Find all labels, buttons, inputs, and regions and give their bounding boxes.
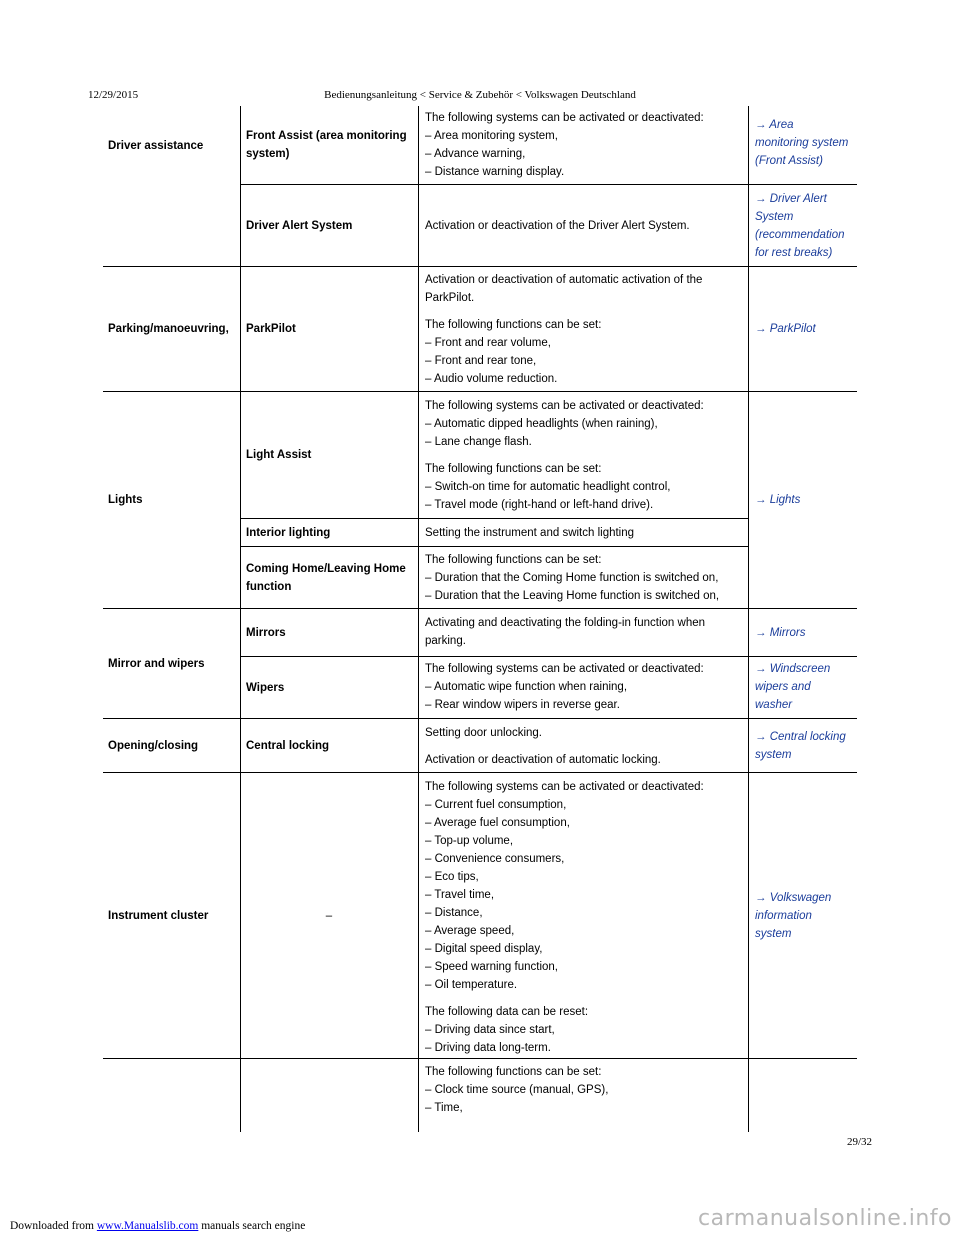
column-divider	[418, 106, 419, 1132]
link-mirrors[interactable]: → Mirrors	[755, 626, 806, 639]
function-instrument-cluster: –	[325, 909, 333, 922]
ref-line: → Windscreen	[755, 663, 831, 675]
function-wipers: Wipers	[246, 681, 285, 694]
desc-line: The following functions can be set:	[425, 554, 602, 566]
desc-line: – Rear window wipers in reverse gear.	[425, 699, 620, 711]
desc-line: – Digital speed display,	[425, 943, 543, 955]
desc-line: – Duration that the Coming Home function is switched on,	[425, 572, 719, 584]
ref-line: monitoring system	[755, 137, 849, 149]
function-front-assist: Front Assist (area monitoring system)	[246, 130, 407, 160]
desc-line: – Travel time,	[425, 889, 495, 901]
category-mirror-wipers: Mirror and wipers	[108, 657, 205, 670]
ref-line: System	[755, 211, 794, 223]
desc-line: – Advance warning,	[425, 148, 526, 160]
desc-line: The following systems can be activated or deactivated:	[425, 112, 704, 124]
ref-line: (recommendation	[755, 229, 845, 241]
print-title: Bedienungsanleitung < Service & Zubehör < Volkswagen Deutschland	[324, 89, 636, 101]
desc-line: – Average fuel consumption,	[425, 817, 570, 829]
desc-line: – Driving data since start,	[425, 1024, 555, 1036]
page-number: 29/32	[846, 1136, 872, 1148]
ref-line: system	[755, 748, 792, 761]
link-driver-alert[interactable]	[755, 190, 855, 262]
description-clock-settings	[425, 1063, 745, 1117]
description-coming-home	[425, 551, 745, 605]
desc-line: – Front and rear tone,	[425, 355, 537, 367]
desc-line: – Eco tips,	[425, 871, 479, 883]
desc-line: – Area monitoring system,	[425, 130, 558, 142]
link-area-monitoring[interactable]	[755, 116, 855, 170]
desc-line: ParkPilot.	[425, 292, 475, 304]
ref-line: (Front Assist)	[755, 155, 823, 167]
desc-line: – Front and rear volume,	[425, 337, 551, 349]
desc-line: – Distance,	[425, 907, 483, 919]
link-parkpilot[interactable]: → ParkPilot	[755, 323, 816, 335]
ref-line: → Central locking	[755, 730, 846, 743]
footer-prefix: Downloaded from	[10, 1220, 97, 1232]
desc-line: – Audio volume reduction.	[425, 373, 558, 385]
desc-line: The following systems can be activated or deactivated:	[425, 781, 704, 793]
desc-line: – Distance warning display.	[425, 166, 565, 178]
function-central-locking: Central locking	[246, 739, 330, 752]
desc-line: The following functions can be set:	[425, 319, 602, 331]
function-light-assist: Light Assist	[246, 449, 312, 461]
category-driver-assistance: Driver assistance	[108, 140, 204, 152]
ref-line: washer	[755, 699, 793, 711]
ref-line: → Area	[755, 119, 794, 131]
category-instrument-cluster: Instrument cluster	[108, 909, 209, 922]
download-footer	[10, 1220, 305, 1232]
desc-line: The following systems can be activated or deactivated:	[425, 663, 704, 675]
function-interior-lighting: Interior lighting	[246, 526, 331, 539]
category-opening-closing: Opening/closing	[108, 739, 199, 752]
description-mirrors	[425, 614, 745, 650]
description-wipers	[425, 660, 745, 714]
desc-line: – Driving data long-term.	[425, 1042, 551, 1054]
desc-line: The following systems can be activated or deactivated:	[425, 400, 704, 412]
ref-line: for rest breaks)	[755, 247, 833, 259]
ref-line: system	[755, 927, 792, 940]
link-lights[interactable]: → Lights	[755, 494, 801, 506]
function-mirrors: Mirrors	[246, 626, 286, 639]
link-central-locking[interactable]	[755, 719, 855, 772]
desc-line: parking.	[425, 635, 466, 647]
ref-line: → Driver Alert	[755, 193, 827, 205]
link-volkswagen-information[interactable]	[755, 773, 855, 1058]
description-driver-alert: Activation or deactivation of the Driver Alert System.	[425, 219, 690, 232]
desc-line: – Duration that the Leaving Home function is switched on,	[425, 590, 720, 602]
description-instrument-cluster	[425, 778, 745, 1057]
function-parkpilot: ParkPilot	[246, 323, 296, 335]
column-divider	[240, 106, 241, 1132]
desc-line: The following data can be reset:	[425, 1006, 589, 1018]
desc-line: – Convenience consumers,	[425, 853, 565, 865]
description-interior-lighting: Setting the instrument and switch lighting	[425, 526, 635, 539]
desc-line: – Automatic dipped headlights (when raining),	[425, 418, 658, 430]
manualslib-link[interactable]: www.Manualslib.com	[96, 1220, 199, 1232]
desc-line: Activation or deactivation of automatic activation of the	[425, 274, 703, 286]
footer-suffix: manuals search engine	[198, 1220, 306, 1232]
description-parkpilot	[425, 271, 745, 388]
ref-line: information	[755, 909, 812, 922]
description-front-assist	[425, 109, 745, 181]
desc-line: Setting door unlocking.	[425, 727, 542, 739]
desc-line: – Automatic wipe function when raining,	[425, 681, 628, 693]
column-divider	[748, 106, 749, 1132]
function-coming-home: Coming Home/Leaving Home function	[246, 562, 406, 593]
watermark-brand: carmanualsonline.info	[698, 1206, 952, 1231]
desc-line: – Time,	[425, 1102, 463, 1114]
ref-line: wipers and	[755, 681, 811, 693]
desc-line: The following functions can be set:	[425, 463, 602, 475]
desc-line: – Lane change flash.	[425, 436, 532, 448]
desc-line: Activating and deactivating the folding-in function when	[425, 617, 706, 629]
link-windscreen-wipers[interactable]	[755, 660, 855, 714]
desc-line: Activation or deactivation of automatic locking.	[425, 754, 661, 766]
print-header	[0, 89, 960, 105]
desc-line: – Travel mode (right-hand or left-hand drive).	[425, 499, 654, 511]
category-parking: Parking/manoeuvring,	[108, 323, 229, 335]
description-central-locking	[425, 724, 745, 769]
category-lights: Lights	[108, 494, 143, 506]
function-driver-alert: Driver Alert System	[246, 219, 353, 232]
desc-line: – Speed warning function,	[425, 961, 558, 973]
desc-line: – Average speed,	[425, 925, 515, 937]
ref-line: → Volkswagen	[755, 891, 832, 904]
desc-line: – Clock time source (manual, GPS),	[425, 1084, 609, 1096]
desc-line: The following functions can be set:	[425, 1066, 602, 1078]
desc-line: – Oil temperature.	[425, 979, 518, 991]
row-divider	[103, 1058, 857, 1059]
print-date: 12/29/2015	[88, 89, 139, 101]
desc-line: – Current fuel consumption,	[425, 799, 567, 811]
description-light-assist	[425, 397, 745, 514]
desc-line: – Top-up volume,	[425, 835, 514, 847]
desc-line: – Switch-on time for automatic headlight control,	[425, 481, 671, 493]
